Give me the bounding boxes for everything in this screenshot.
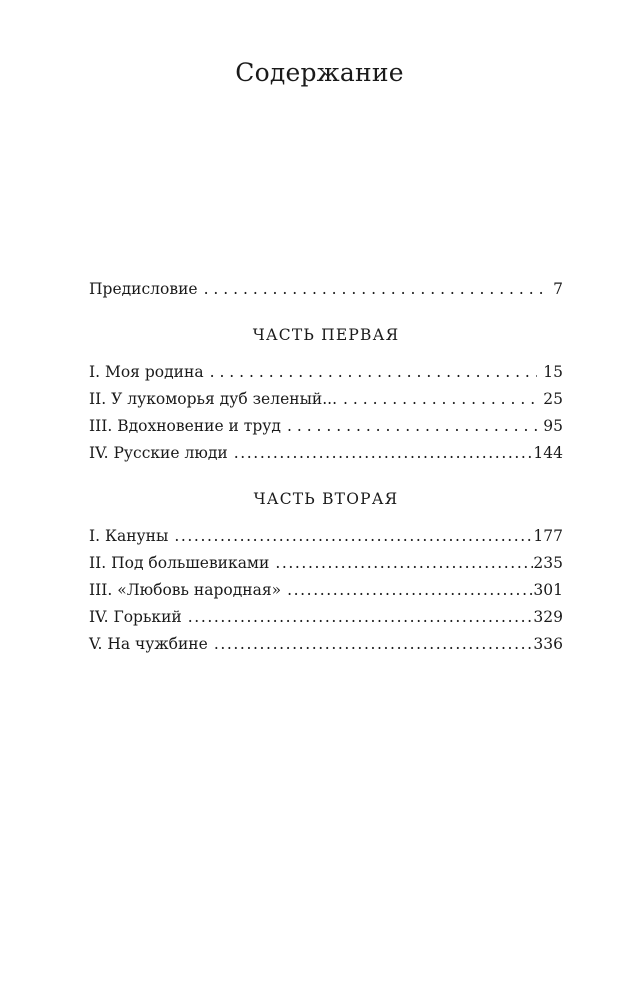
toc-entry[interactable]	[89, 631, 563, 658]
toc-entry-page: 329	[533, 608, 563, 626]
toc-entry[interactable]	[89, 550, 563, 577]
toc-entry[interactable]	[89, 440, 563, 467]
toc-entry-label: IV. Горький	[89, 608, 182, 626]
toc-entry-page: 7	[553, 280, 563, 298]
dot-leader	[214, 631, 534, 658]
dot-leader	[287, 577, 533, 604]
toc-entry-label: II. Под большевиками	[89, 554, 270, 572]
toc-entry[interactable]	[89, 604, 563, 631]
page-title: Содержание	[235, 58, 404, 87]
toc-entry-page: 336	[533, 635, 563, 653]
dot-leader	[234, 440, 534, 467]
toc-entry-page: 95	[543, 417, 563, 435]
toc-entry-page: 301	[533, 581, 563, 599]
toc-entry-page: 15	[543, 363, 563, 381]
dot-leader	[275, 550, 533, 577]
toc-entry[interactable]	[89, 386, 563, 413]
toc-entry-label: I. Кануны	[89, 527, 169, 545]
toc-entry-label: IV. Русские люди	[89, 444, 228, 462]
toc-entry-page: 25	[543, 390, 563, 408]
toc-entry-page: 235	[533, 554, 563, 572]
part-heading: ЧАСТЬ ПЕРВАЯ	[252, 326, 400, 344]
dot-leader	[343, 386, 537, 413]
toc-entry-label: III. «Любовь народная»	[89, 581, 282, 599]
toc-entry-label: Предисловие	[89, 280, 198, 298]
toc-entry[interactable]	[89, 359, 563, 386]
toc-entry-label: I. Моя родина	[89, 363, 204, 381]
toc-entry-label: II. У лукоморья дуб зеленый...	[89, 390, 338, 408]
toc-entry-page: 144	[533, 444, 563, 462]
dot-leader	[174, 523, 533, 550]
toc-entry-label: V. На чужбине	[89, 635, 208, 653]
toc-entry[interactable]	[89, 413, 563, 440]
dot-leader	[287, 413, 537, 440]
dot-leader	[204, 276, 548, 303]
toc-entry-preface[interactable]	[89, 276, 563, 303]
table-of-contents	[89, 276, 563, 658]
dot-leader	[210, 359, 538, 386]
toc-entry[interactable]	[89, 577, 563, 604]
toc-entry-label: III. Вдохновение и труд	[89, 417, 281, 435]
dot-leader	[188, 604, 534, 631]
toc-entry-page: 177	[533, 527, 563, 545]
part-heading: ЧАСТЬ ВТОРАЯ	[253, 490, 399, 508]
toc-entry[interactable]	[89, 523, 563, 550]
